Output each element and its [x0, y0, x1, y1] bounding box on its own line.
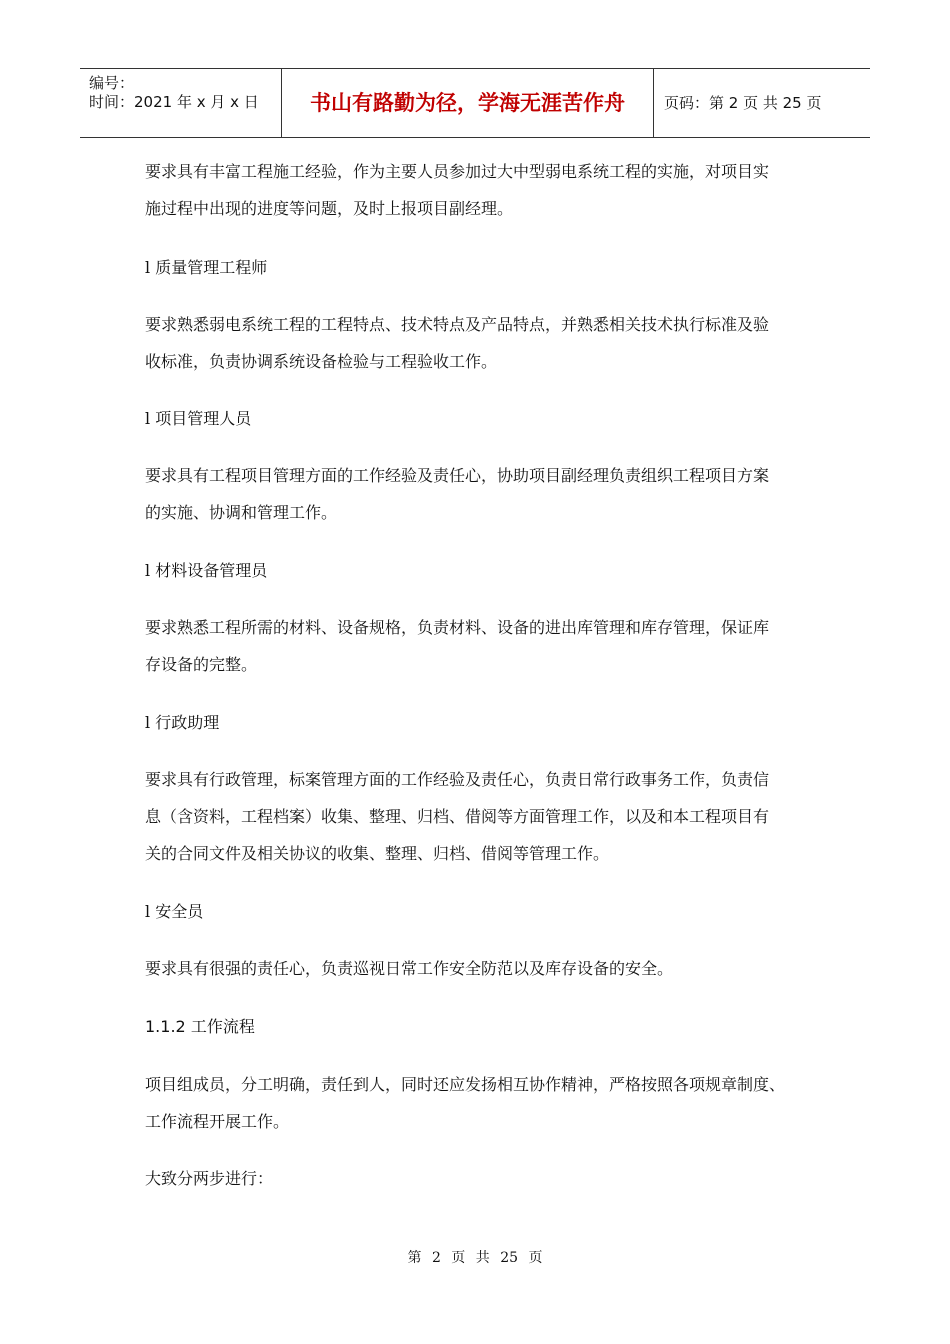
text-line: 项目组成员，分工明确，责任到人，同时还应发扬相互协作精神，严格按照各项规章制度、: [145, 1075, 786, 1094]
paragraph-steps: [145, 1160, 820, 1197]
text-line: 工作流程开展工作。: [145, 1112, 290, 1131]
section-heading: [145, 1014, 255, 1037]
paragraph-safety: [145, 950, 820, 987]
text-line: 施过程中出现的进度等问题，及时上报项目副经理。: [145, 199, 514, 218]
text-line: 要求具有工程项目管理方面的工作经验及责任心，协助项目副经理负责组织工程项目方案: [145, 466, 770, 485]
doc-time-label: 时间：2021 年 x 月 x 日: [89, 93, 259, 111]
paragraph-project: [145, 457, 820, 531]
doc-number-label: 编号：: [89, 74, 135, 92]
text-line: 要求熟悉弱电系统工程的工程特点、技术特点及产品特点，并熟悉相关技术执行标准及验: [145, 315, 770, 334]
paragraph-quality: [145, 306, 820, 380]
text-line: 的实施、协调和管理工作。: [145, 503, 338, 522]
header-motto: 书山有路勤为径，学海无涯苦作舟: [282, 69, 654, 137]
text-line: 要求熟悉工程所需的材料、设备规格，负责材料、设备的进出库管理和库存管理，保证库: [145, 618, 770, 637]
paragraph-construction: [145, 153, 820, 227]
heading-project-staff: l 项目管理人员: [145, 409, 252, 428]
text-line: 关的合同文件及相关协议的收集、整理、归档、借阅等管理工作。: [145, 844, 610, 863]
paragraph-material: [145, 609, 820, 683]
text-line: 息（含资料，工程档案）收集、整理、归档、借阅等方面管理工作，以及和本工程项目有: [145, 807, 770, 826]
section-title: 工作流程: [190, 1017, 255, 1036]
heading-material-manager: l 材料设备管理员: [145, 561, 268, 580]
heading-admin-assistant: l 行政助理: [145, 713, 220, 732]
heading-quality-engineer: l 质量管理工程师: [145, 258, 268, 277]
text-line: 要求具有行政管理，标案管理方面的工作经验及责任心，负责日常行政事务工作，负责信: [145, 770, 770, 789]
header-page-label: 页码：第 2 页 共 25 页: [664, 94, 822, 112]
text-line: 要求具有丰富工程施工经验，作为主要人员参加过大中型弱电系统工程的实施，对项目实: [145, 162, 770, 181]
heading-safety-officer: l 安全员: [145, 902, 204, 921]
page-footer: 第 2 页 共 25 页: [407, 1250, 543, 1266]
header-meta: [80, 69, 282, 137]
paragraph-admin: [145, 761, 820, 872]
text-line: 大致分两步进行：: [145, 1169, 274, 1188]
section-number: 1.1.2: [145, 1017, 186, 1036]
text-line: 收标准，负责协调系统设备检验与工程验收工作。: [145, 352, 498, 371]
page-header: [80, 68, 870, 138]
text-line: 存设备的完整。: [145, 655, 258, 674]
text-line: 要求具有很强的责任心，负责巡视日常工作安全防范以及库存设备的安全。: [145, 959, 674, 978]
paragraph-workflow: [145, 1066, 820, 1140]
